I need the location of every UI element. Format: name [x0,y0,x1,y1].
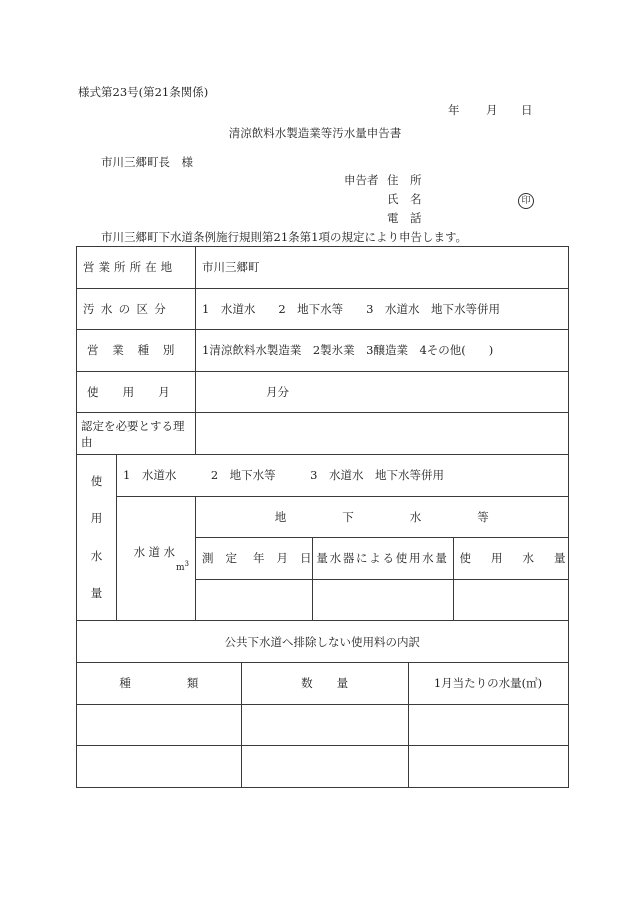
business-type-value[interactable]: 1清涼飲料水製造業 2製氷業 3醸造業 4その他( ) [196,330,569,372]
business-location-label: 営業所所在地 [77,247,196,289]
measure-date-header: 測 定 年 月 日 [196,538,313,580]
declaration-table [76,246,569,788]
applicant-label: 申告者 [344,173,379,187]
usage-amount-cell[interactable] [453,579,568,621]
business-type-label: 営業種別 [77,330,196,372]
usage-month-label: 使用月 [77,371,196,413]
kind-cell[interactable] [77,704,242,746]
intro-text: 市川三郷町下水道条例施行規則第21条第1項の規定により申告します。 [101,230,468,244]
address-label: 住 所 [387,173,422,187]
business-location-value[interactable]: 市川三郷町 [196,247,569,289]
quantity-column-header: 数 量 [241,662,408,704]
monthly-volume-cell[interactable] [408,704,568,746]
meter-usage-header: 量水器による使用水量 [312,538,453,580]
reason-label: 認定を必要とする理由 [77,413,196,455]
kind-cell[interactable] [77,746,242,788]
sewage-type-value[interactable]: 1 水道水 2 地下水等 3 水道水 地下水等併用 [196,288,569,330]
monthly-volume-cell[interactable] [408,746,568,788]
phone-label: 電 話 [387,211,422,225]
usage-month-value[interactable]: 月分 [196,371,569,413]
tap-water-cell: 水道水 $m^3$ [117,496,196,621]
seal-mark [518,193,534,209]
monthly-volume-column-header: 1月当たりの水量(㎥) [408,662,568,704]
quantity-cell[interactable] [241,704,408,746]
usage-amount-header: 使 用 水 量 [453,538,568,580]
seal-icon: 印 [518,193,534,209]
quantity-cell[interactable] [241,746,408,788]
meter-usage-cell[interactable] [312,579,453,621]
measure-date-cell[interactable] [196,579,313,621]
kind-column-header: 種 類 [77,662,242,704]
document-title: 清涼飲料水製造業等汚水量申告書 [228,126,402,140]
breakdown-title: 公共下水道へ排除しない使用料の内訳 [77,621,569,663]
date-month-label: 月 [486,103,498,117]
groundwater-header: 地 下 水 等 [196,496,569,538]
date-year-label: 年 [448,103,460,117]
name-label: 氏 名 [387,192,422,206]
usage-vertical-label: 使 用 水 量 [77,454,117,620]
usage-options[interactable]: 1 水道水 2 地下水等 3 水道水 地下水等併用 [117,454,569,496]
date-day-label: 日 [521,103,533,117]
sewage-type-label: 汚水の区分 [77,288,196,330]
reason-value[interactable] [196,413,569,455]
addressee: 市川三郷町長 様 [101,155,193,169]
form-number: 様式第23号(第21条関係) [78,85,209,99]
